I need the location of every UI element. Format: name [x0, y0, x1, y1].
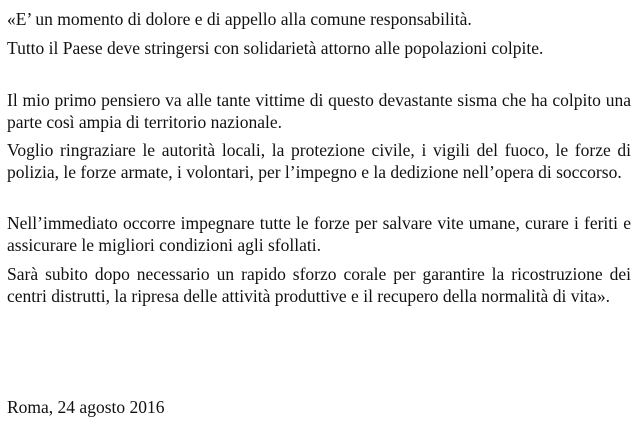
place-date: Roma, 24 agosto 2016 — [7, 397, 165, 417]
statement-paragraph-6: Sarà subito dopo necessario un rapido sforzo corale per garantire la ricostruzione dei centri distrutti, la ripresa delle attività produttive e il recupero della normalità di vita». — [7, 264, 631, 306]
statement-paragraph-5: Nell’immediato occorre impegnare tutte le forze per salvare vite umane, curare i feriti e assicurare le migliori condizioni agli sfollati. — [7, 213, 631, 255]
statement-paragraph-1: «E’ un momento di dolore e di appello alla comune responsabilità. — [7, 9, 472, 29]
statement-paragraph-4: Voglio ringraziare le autorità locali, la protezione civile, i vigili del fuoco, le forze di polizia, le forze armate, i volontari, per l’impegno e la dedizione nell’opera di soccorso. — [7, 140, 631, 182]
statement-paragraph-2: Tutto il Paese deve stringersi con solidarietà attorno alle popolazioni colpite. — [7, 38, 544, 58]
statement-paragraph-3: Il mio primo pensiero va alle tante vittime di questo devastante sisma che ha colpito una parte così ampia di territorio nazionale. — [7, 90, 631, 132]
